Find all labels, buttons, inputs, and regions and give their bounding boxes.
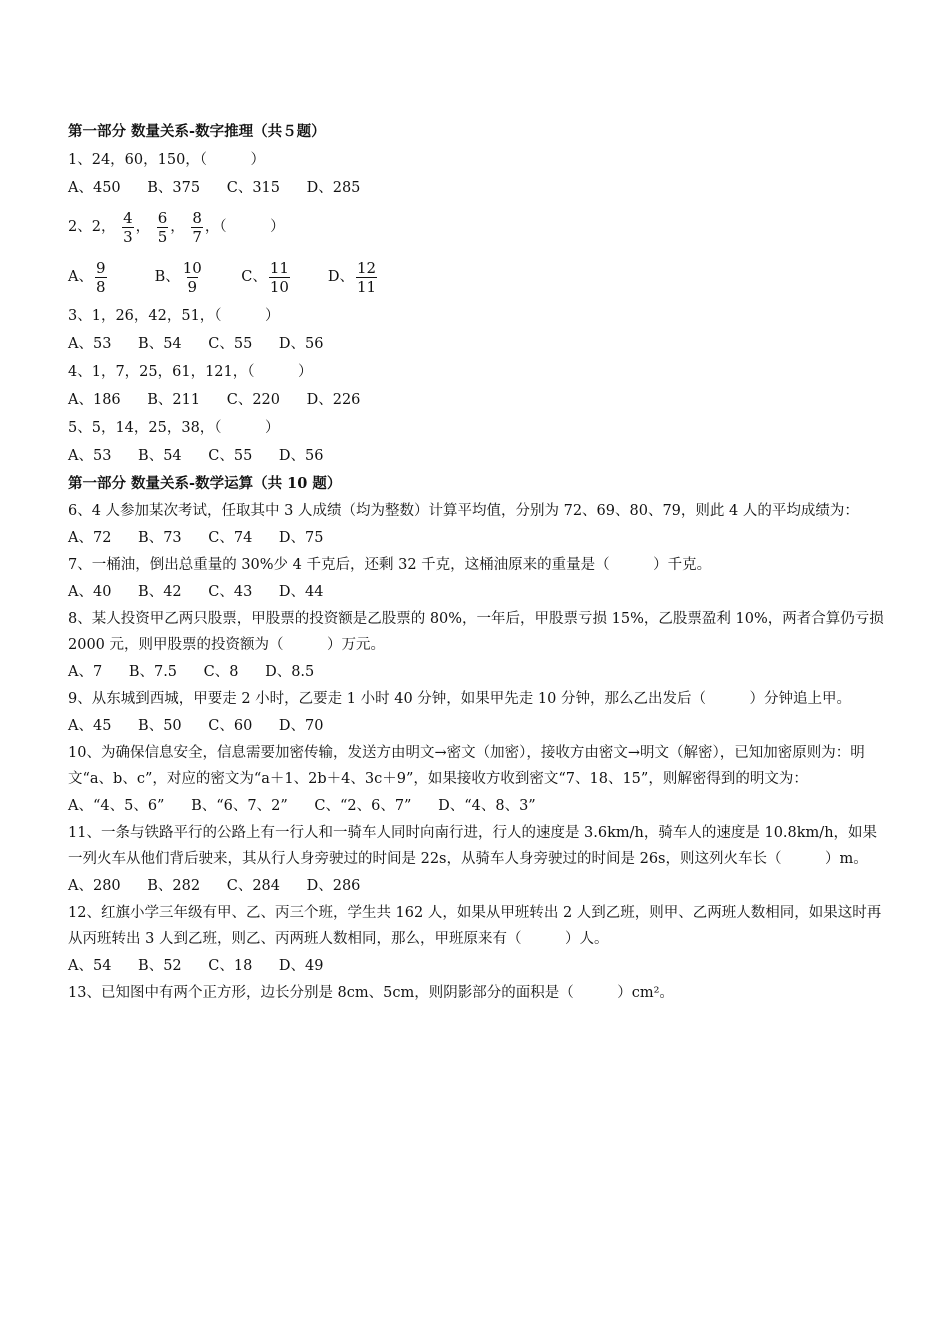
- q11-option-c: C、284: [226, 878, 280, 894]
- q5-options: [68, 442, 886, 470]
- q1-option-c: C、315: [226, 180, 280, 196]
- q9-options: [68, 712, 886, 740]
- q2-seq-fraction-3: [191, 209, 203, 246]
- q5-option-b: B、54: [138, 448, 182, 464]
- q10-option-c: C、“2、6、7”: [314, 798, 412, 814]
- q2-prefix: 2、2，: [68, 219, 116, 235]
- q2-stem: 2、2， $\frac{4}{3}$ ， $\frac{6}{5}$ ， $\frac{8}{7}$ ，（ ）: [68, 208, 285, 246]
- q4-option-c: C、220: [226, 392, 280, 408]
- option-fraction: [182, 259, 203, 296]
- q7-option-c: C、43: [208, 584, 253, 600]
- fraction-denominator: 5: [157, 227, 168, 246]
- option-label: C、: [241, 269, 267, 285]
- q11-stem: 11、一条与铁路平行的公路上有一行人和一骑车人同时向南行进，行人的速度是 3.6km/h，骑车人的速度是 10.8km/h，如果一列火车从他们背后驶来，其从行人身旁驶过的时间是 22s，从骑车人身旁驶过的时间是 26s，则这列火车长（ ）m。: [68, 825, 878, 867]
- q7-options: [68, 578, 886, 606]
- q7-option-d: D、44: [278, 584, 324, 600]
- q3-option-d: D、56: [278, 336, 324, 352]
- q5-option-a: A、53: [68, 448, 112, 464]
- q12-stem: 12、红旗小学三年级有甲、乙、丙三个班，学生共 162 人，如果从甲班转出 2 人到乙班，则甲、乙两班人数相同，如果这时再从丙班转出 3 人到乙班，则乙、丙两班人数相同，那么，甲班原来有（ ）人。: [68, 905, 882, 947]
- q8-options: [68, 658, 886, 686]
- fraction-denominator: 8: [95, 277, 106, 296]
- q2-seq-fraction-1: [122, 209, 134, 246]
- q3-option-b: B、54: [138, 336, 182, 352]
- option-fraction: [269, 259, 290, 296]
- q2-suffix: ，（ ）: [204, 219, 285, 235]
- q1-options: [68, 174, 886, 202]
- q1-option-a: A、450: [68, 180, 121, 196]
- fraction-numerator: 10: [182, 258, 202, 277]
- q4-stem: 4、1，7，25，61，121，（ ）: [68, 364, 313, 380]
- q2-option-c: [241, 252, 323, 302]
- q11-option-a: A、280: [68, 878, 121, 894]
- q11-option-b: B、282: [147, 878, 201, 894]
- q5-option-c: C、55: [208, 448, 253, 464]
- option-fraction: [95, 259, 107, 296]
- q9-option-a: A、45: [68, 718, 112, 734]
- document-page: [68, 118, 886, 1006]
- q3-option-c: C、55: [208, 336, 253, 352]
- q10-option-b: B、“6、7、2”: [191, 798, 288, 814]
- q6-option-b: B、73: [138, 530, 182, 546]
- q8-option-a: A、7: [68, 664, 103, 680]
- q2-seq-fraction-2: [157, 209, 169, 246]
- q9-option-c: C、60: [208, 718, 253, 734]
- q1-option-b: B、375: [147, 180, 201, 196]
- fraction-denominator: 9: [187, 277, 198, 296]
- q6-option-d: D、75: [278, 530, 324, 546]
- q6-options: [68, 524, 886, 552]
- q4-options: [68, 386, 886, 414]
- fraction-numerator: 6: [157, 208, 168, 227]
- q7-stem: 7、一桶油，倒出总重量的 30%少 4 千克后，还剩 32 千克，这桶油原来的重量是（ ）千克。: [68, 557, 712, 573]
- q7-option-b: B、42: [138, 584, 182, 600]
- q7-option-a: A、40: [68, 584, 112, 600]
- q5-stem: 5、5，14，25，38，（ ）: [68, 420, 280, 436]
- q10-stem: 10、为确保信息安全，信息需要加密传输，发送方由明文→密文（加密），接收方由密文→明文（解密），已知加密原则为：明文“a、b、c”，对应的密文为“a＋1、2b＋4、3c＋9”，如果接收方收到密文“7、18、15”，则解密得到的明文为：: [68, 745, 865, 787]
- q9-stem: 9、从东城到西城，甲要走 2 小时，乙要走 1 小时 40 分钟，如果甲先走 10 分钟，那么乙出发后（ ）分钟追上甲。: [68, 691, 851, 707]
- q9-option-d: D、70: [278, 718, 324, 734]
- q8-stem: 8、某人投资甲乙两只股票，甲股票的投资额是乙股票的 80%，一年后，甲股票亏损 15%，乙股票盈利 10%，两者合算仍亏损 2000 元，则甲股票的投资额为（ ）万元。: [68, 611, 884, 653]
- q13-stem: 13、已知图中有两个正方形，边长分别是 8cm、5cm，则阴影部分的面积是（ ）cm²。: [68, 985, 674, 1001]
- q3-stem: 3、1，26，42，51，（ ）: [68, 308, 280, 324]
- q3-option-a: A、53: [68, 336, 112, 352]
- q5-option-d: D、56: [278, 448, 324, 464]
- q6-stem: 6、4 人参加某次考试，任取其中 3 人成绩（均为整数）计算平均值，分别为 72、69、80、79，则此 4 人的平均成绩为：: [68, 503, 859, 519]
- q8-option-b: B、7.5: [128, 664, 178, 680]
- q3-options: [68, 330, 886, 358]
- q1-option-d: D、285: [306, 180, 361, 196]
- q11-options: [68, 872, 886, 900]
- q1-stem: 1、24，60，150，（ ）: [68, 152, 266, 168]
- fraction-numerator: 11: [269, 258, 289, 277]
- q2-option-a: [68, 252, 150, 302]
- fraction-denominator: 10: [269, 277, 289, 296]
- fraction-numerator: 8: [192, 208, 202, 227]
- q4-option-d: D、226: [306, 392, 361, 408]
- q4-option-b: B、211: [147, 392, 201, 408]
- fraction-numerator: 12: [356, 258, 377, 277]
- q8-option-c: C、8: [203, 664, 239, 680]
- q9-option-b: B、50: [138, 718, 182, 734]
- q12-option-b: B、52: [138, 958, 182, 974]
- section1-title: 第一部分 数量关系-数字推理（共５题）: [68, 123, 326, 140]
- q2-option-b: [155, 252, 237, 302]
- q12-option-a: A、54: [68, 958, 112, 974]
- q10-option-d: D、“4、8、3”: [438, 798, 536, 814]
- fraction-denominator: 7: [192, 227, 202, 246]
- q6-option-a: A、72: [68, 530, 112, 546]
- q10-options: [68, 792, 886, 820]
- q8-option-d: D、8.5: [265, 664, 315, 680]
- fraction-numerator: 4: [123, 208, 133, 227]
- section2-title: 第一部分 数量关系-数学运算（共 10 题）: [68, 475, 342, 492]
- q12-option-d: D、49: [278, 958, 324, 974]
- q12-option-c: C、18: [208, 958, 253, 974]
- option-fraction: [356, 259, 377, 296]
- q10-option-a: A、“4、5、6”: [68, 798, 165, 814]
- q11-option-d: D、286: [306, 878, 361, 894]
- fraction-denominator: 3: [123, 227, 133, 246]
- q4-option-a: A、186: [68, 392, 121, 408]
- fraction-numerator: 9: [95, 258, 106, 277]
- q12-options: [68, 952, 886, 980]
- option-label: A、: [68, 269, 93, 285]
- q2-options: [68, 252, 886, 302]
- option-label: D、: [327, 269, 354, 285]
- option-label: B、: [154, 269, 180, 285]
- q2-option-d: [328, 252, 410, 302]
- fraction-denominator: 11: [356, 277, 377, 296]
- q6-option-c: C、74: [208, 530, 253, 546]
